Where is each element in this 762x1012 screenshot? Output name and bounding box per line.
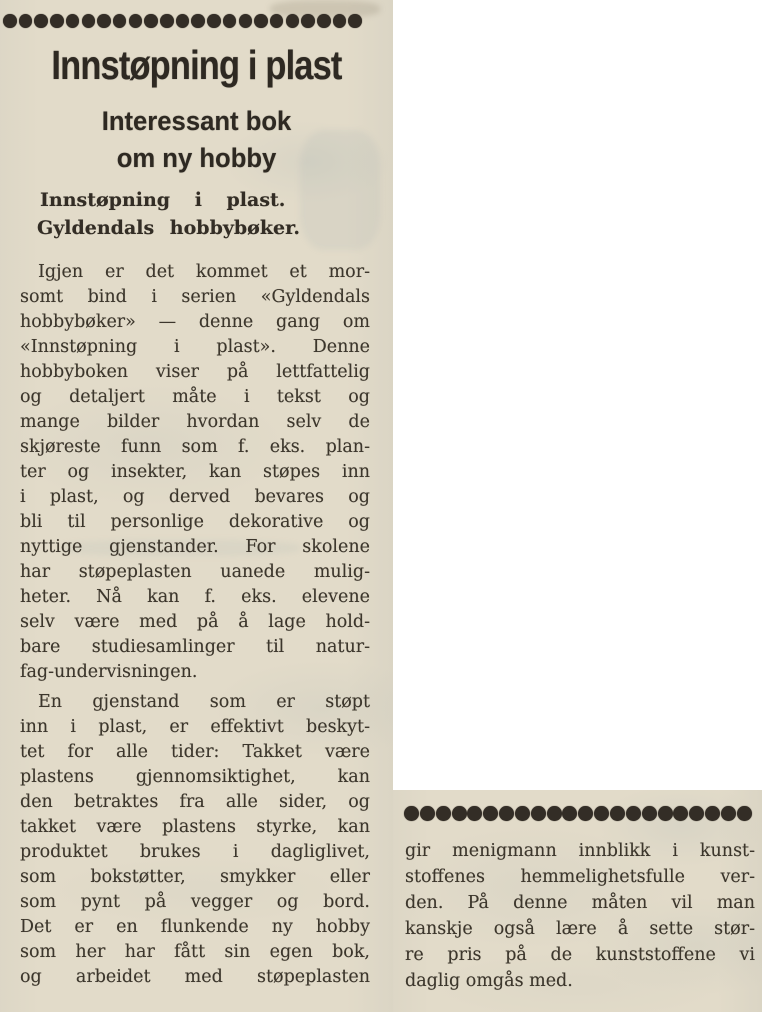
body-line: inn i plast, er effektivt beskyt- bbox=[20, 717, 370, 737]
body-line: tet for alle tider: Takket være bbox=[20, 742, 370, 762]
dot bbox=[594, 806, 609, 822]
dot bbox=[223, 14, 237, 28]
dot bbox=[348, 14, 362, 28]
dot bbox=[515, 806, 530, 822]
body-line: hobbyboken viser på lettfattelig bbox=[20, 362, 370, 382]
body-line: takket være plastens styrke, kan bbox=[20, 817, 370, 837]
continuation-line: re pris på de kunststoffene vi bbox=[405, 945, 755, 965]
body-line: skjøreste funn som f. eks. plan- bbox=[20, 437, 370, 457]
body-line: i plast, og derved bevares og bbox=[20, 487, 370, 507]
dot bbox=[404, 806, 419, 822]
dots-separator-continuation bbox=[404, 805, 752, 822]
dot bbox=[531, 806, 546, 822]
dot bbox=[317, 14, 331, 28]
dot bbox=[3, 14, 17, 28]
body-line: fag-undervisningen. bbox=[20, 662, 198, 682]
body-line: som her har fått sin egen bok, bbox=[20, 942, 370, 962]
dot bbox=[626, 806, 641, 822]
body-line: og detaljert måte i tekst og bbox=[20, 387, 370, 407]
dot bbox=[254, 14, 268, 28]
continuation-paragraph bbox=[405, 838, 755, 994]
dot bbox=[176, 14, 190, 28]
subheadline bbox=[10, 103, 383, 177]
body-line: selv være med på å lage hold- bbox=[20, 612, 370, 632]
dot bbox=[483, 806, 498, 822]
dot bbox=[610, 806, 625, 822]
dot bbox=[144, 14, 158, 28]
body-line: nyttige gjenstander. For skolene bbox=[20, 537, 370, 557]
body-line: og arbeidet med støpeplasten bbox=[20, 967, 370, 987]
dot bbox=[160, 14, 174, 28]
body-line: «Innstøpning i plast». Denne bbox=[20, 337, 370, 357]
dot bbox=[66, 14, 80, 28]
dot bbox=[113, 14, 127, 28]
dot bbox=[333, 14, 347, 28]
dot bbox=[578, 806, 593, 822]
dot bbox=[562, 806, 577, 822]
body-line: bare studiesamlinger til natur- bbox=[20, 637, 370, 657]
body-line: som pynt på vegger og bord. bbox=[20, 892, 370, 912]
dot bbox=[452, 806, 467, 822]
dot bbox=[19, 14, 33, 28]
dot bbox=[239, 14, 253, 28]
paragraph-2 bbox=[20, 690, 370, 990]
dot bbox=[97, 14, 111, 28]
body-line: ter og insekter, kan støpes inn bbox=[20, 462, 370, 482]
lead-bold-line-2: Gyldendals hobbybøker. bbox=[37, 217, 300, 239]
lead-bold-line-1: Innstøpning i plast. bbox=[40, 189, 286, 211]
article-column-right bbox=[393, 790, 762, 1012]
continuation-line: kanskje også lære å sette stør- bbox=[405, 919, 755, 939]
dot bbox=[499, 806, 514, 822]
body-line: har støpeplasten uanede mulig- bbox=[20, 562, 370, 582]
dot bbox=[207, 14, 221, 28]
dot bbox=[689, 806, 704, 822]
subheadline-line-2: om ny hobby bbox=[116, 143, 277, 173]
subheadline-line-1: Interessant bok bbox=[101, 106, 292, 136]
body-line: Det er en flunkende ny hobby bbox=[20, 917, 370, 937]
body-line: plastens gjennomsiktighet, kan bbox=[20, 767, 370, 787]
dot bbox=[705, 806, 720, 822]
dot bbox=[467, 806, 482, 822]
dot bbox=[420, 806, 435, 822]
dot bbox=[642, 806, 657, 822]
continuation-line: den. På denne måten vil man bbox=[405, 893, 755, 913]
dot bbox=[737, 806, 752, 822]
headline: Innstøpning i plast bbox=[51, 42, 342, 88]
body-line: heter. Nå kan f. eks. elevene bbox=[20, 587, 370, 607]
body-line: En gjenstand som er støpt bbox=[38, 692, 370, 712]
body-line: den betraktes fra alle sider, og bbox=[20, 792, 370, 812]
continuation-line: daglig omgås med. bbox=[405, 971, 573, 991]
dot bbox=[191, 14, 205, 28]
dots-separator-top bbox=[3, 13, 362, 29]
dot bbox=[82, 14, 96, 28]
body-line: bli til personlige dekorative og bbox=[20, 512, 370, 532]
dot bbox=[286, 14, 300, 28]
dot bbox=[658, 806, 673, 822]
dot bbox=[721, 806, 736, 822]
dot bbox=[673, 806, 688, 822]
body-line: Igjen er det kommet et mor- bbox=[38, 262, 370, 282]
body-line: produktet brukes i dagliglivet, bbox=[20, 842, 370, 862]
body-line: somt bind i serien «Gyldendals bbox=[20, 287, 370, 307]
dot bbox=[547, 806, 562, 822]
dot bbox=[50, 14, 64, 28]
body-line: hobbybøker» — denne gang om bbox=[20, 312, 370, 332]
dot bbox=[34, 14, 48, 28]
dot bbox=[129, 14, 143, 28]
continuation-line: stoffenes hemmelighetsfulle ver- bbox=[405, 867, 755, 887]
dot bbox=[301, 14, 315, 28]
dot bbox=[436, 806, 451, 822]
paragraph-1 bbox=[20, 260, 370, 685]
body-line: mange bilder hvordan selv de bbox=[20, 412, 370, 432]
dot bbox=[270, 14, 284, 28]
body-line: som bokstøtter, smykker eller bbox=[20, 867, 370, 887]
continuation-line: gir menigmann innblikk i kunst- bbox=[405, 841, 755, 861]
